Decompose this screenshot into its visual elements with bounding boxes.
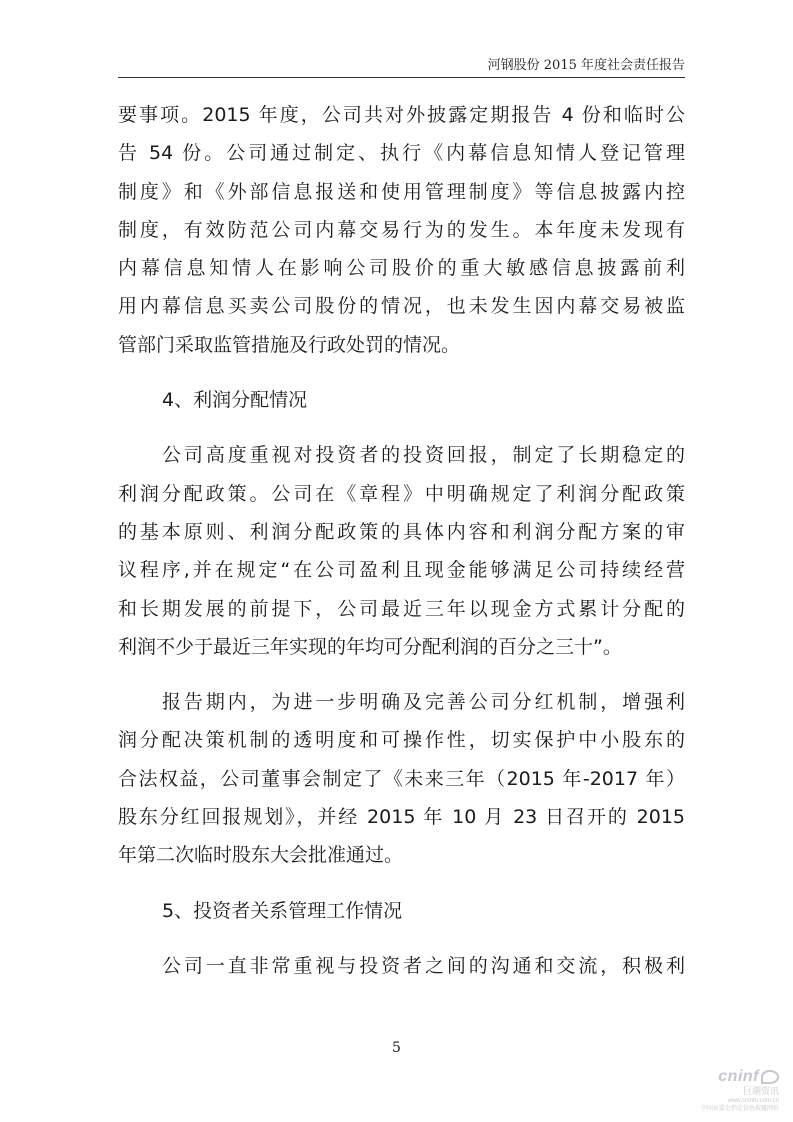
- body-text: [118, 96, 685, 985]
- text-line: 年第二次临时股东大会批准通过。: [118, 844, 404, 867]
- watermark-name: 巨潮资讯: [742, 1086, 779, 1096]
- text-line: 的基本原则、利润分配政策的具体内容和利润分配方案的审: [118, 520, 685, 543]
- paragraph: [118, 436, 685, 666]
- text-line: 制度，有效防范公司内幕交易行为的发生。本年度未发现有: [118, 218, 685, 241]
- cninfo-logo: cninf: [669, 1068, 779, 1086]
- text-line: 报告期内，为进一步明确及完善公司分红机制，增强利: [162, 691, 685, 714]
- cninfo-watermark: [669, 1068, 779, 1113]
- text-line: 和长期发展的前提下，公司最近三年以现金方式累计分配的: [118, 597, 685, 620]
- text-line: 利润不少于最近三年实现的年均可分配利润的百分之三十”。: [118, 635, 622, 658]
- paragraph: [118, 683, 685, 874]
- text-line: 利润分配政策。公司在《章程》中明确规定了利润分配政策: [118, 482, 685, 505]
- swirl-icon: [761, 1070, 779, 1084]
- text-line: 股东分红回报规划》，并经 2015 年 10 月 23 日召开的 2015: [118, 806, 685, 829]
- text-line: 公司一直非常重视与投资者之间的沟通和交流，积极利: [162, 954, 685, 977]
- page-number: 5: [392, 1040, 401, 1056]
- section-heading: 5、投资者关系管理工作情况: [162, 899, 403, 922]
- text-line: 用内幕信息买卖公司股份的情况，也未发生因内幕交易被监: [118, 295, 685, 318]
- text-line: 管部门采取监管措施及行政处罚的情况。: [118, 333, 461, 356]
- watermark-slogan: 中国证监会指定信息披露网站: [700, 1106, 779, 1112]
- running-header: 河钢股份 2015 年度社会责任报告: [487, 58, 685, 73]
- section-heading: 4、利润分配情况: [162, 389, 308, 412]
- paragraph: [118, 947, 685, 985]
- text-line: 公司高度重视对投资者的投资回报，制定了长期稳定的: [162, 444, 685, 467]
- paragraph: [118, 96, 685, 364]
- text-line: 合法权益，公司董事会制定了《未来三年（2015 年-2017 年）: [118, 767, 685, 790]
- text-line: 润分配决策机制的透明度和可操作性，切实保护中小股东的: [118, 729, 685, 752]
- header-rule: [118, 77, 685, 78]
- text-line: 内幕信息知情人在影响公司股价的重大敏感信息披露前利: [118, 257, 685, 280]
- text-line: 告 54 份。公司通过制定、执行《内幕信息知情人登记管理: [118, 142, 685, 165]
- watermark-url: www.cninfo.com.cn: [727, 1098, 779, 1104]
- text-line: 要事项。2015 年度，公司共对外披露定期报告 4 份和临时公: [118, 104, 685, 126]
- text-line: 制度》和《外部信息报送和使用管理制度》等信息披露内控: [118, 180, 685, 203]
- text-line: 议程序,并在规定“在公司盈利且现金能够满足公司持续经营: [118, 559, 685, 582]
